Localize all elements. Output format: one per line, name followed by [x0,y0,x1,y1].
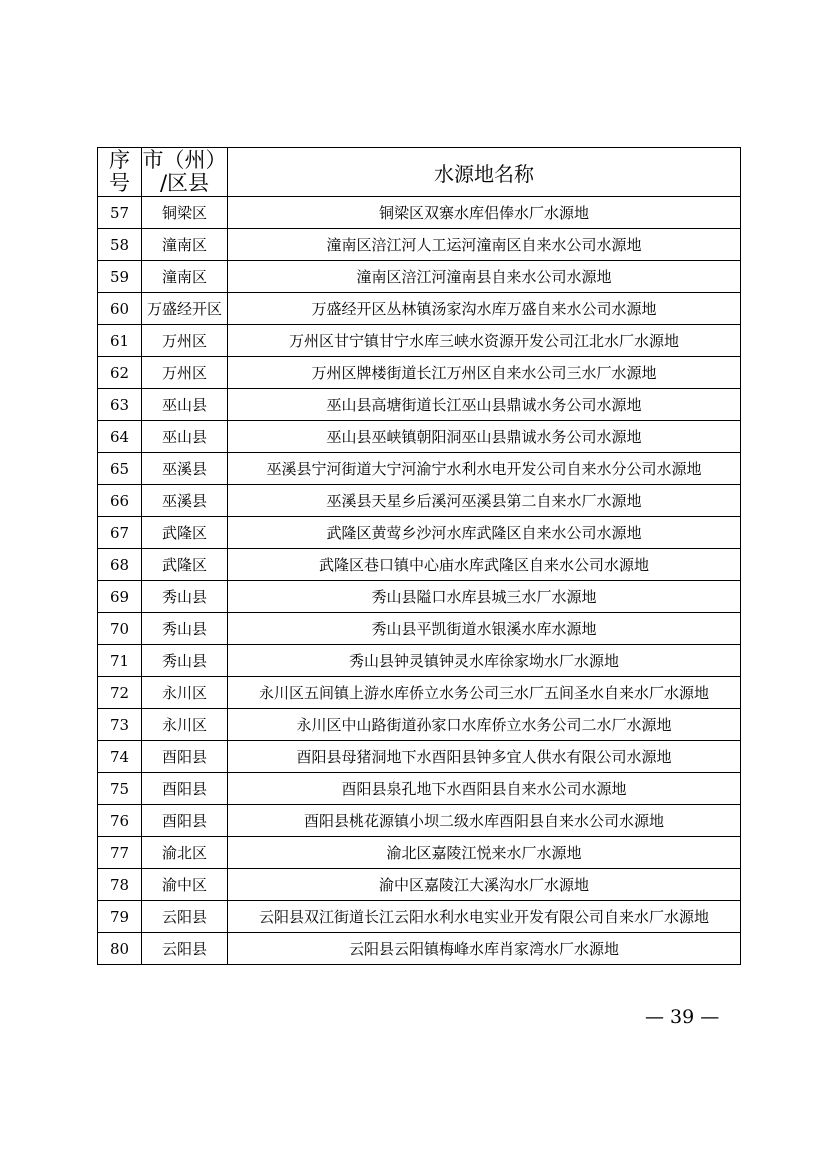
cell-source-name: 秀山县平凯街道水银溪水库水源地 [228,613,741,645]
cell-source-name: 万州区甘宁镇甘宁水库三峡水资源开发公司江北水厂水源地 [228,325,741,357]
cell-index: 78 [98,869,142,901]
cell-index: 70 [98,613,142,645]
table-row [98,229,741,261]
table-row [98,453,741,485]
cell-source-name: 万州区牌楼街道长江万州区自来水公司三水厂水源地 [228,357,741,389]
header-name: 水源地名称 [228,148,741,197]
cell-district: 万州区 [142,325,228,357]
cell-district: 秀山县 [142,581,228,613]
cell-district: 巫溪县 [142,485,228,517]
cell-index: 73 [98,709,142,741]
cell-district: 潼南区 [142,229,228,261]
cell-district: 酉阳县 [142,773,228,805]
table-row [98,421,741,453]
cell-source-name: 潼南区涪江河潼南县自来水公司水源地 [228,261,741,293]
cell-source-name: 巫溪县宁河街道大宁河渝宁水利水电开发公司自来水分公司水源地 [228,453,741,485]
cell-source-name: 秀山县隘口水库县城三水厂水源地 [228,581,741,613]
cell-source-name: 酉阳县母猪洞地下水酉阳县钟多宜人供水有限公司水源地 [228,741,741,773]
header-index-line2: 号 [109,171,130,195]
cell-index: 63 [98,389,142,421]
header-city-line2: /区县 [159,171,210,195]
table-row [98,869,741,901]
cell-source-name: 巫山县高塘街道长江巫山县鼎诚水务公司水源地 [228,389,741,421]
cell-district: 潼南区 [142,261,228,293]
cell-source-name: 武隆区黄莺乡沙河水库武隆区自来水公司水源地 [228,517,741,549]
cell-source-name: 云阳县云阳镇梅峰水库肖家湾水厂水源地 [228,933,741,965]
cell-source-name: 秀山县钟灵镇钟灵水库徐家坳水厂水源地 [228,645,741,677]
cell-district: 巫溪县 [142,453,228,485]
cell-district: 武隆区 [142,517,228,549]
table-header-row [98,148,741,197]
cell-index: 67 [98,517,142,549]
table-row [98,773,741,805]
cell-index: 71 [98,645,142,677]
table-row [98,261,741,293]
header-city [142,148,228,197]
table-row [98,837,741,869]
cell-source-name: 酉阳县桃花源镇小坝二级水库酉阳县自来水公司水源地 [228,805,741,837]
cell-district: 万盛经开区 [142,293,228,325]
table-row [98,581,741,613]
cell-index: 75 [98,773,142,805]
cell-source-name: 万盛经开区丛林镇汤家沟水库万盛自来水公司水源地 [228,293,741,325]
cell-source-name: 永川区中山路街道孙家口水库侨立水务公司二水厂水源地 [228,709,741,741]
cell-index: 72 [98,677,142,709]
cell-index: 62 [98,357,142,389]
cell-source-name: 武隆区巷口镇中心庙水库武隆区自来水公司水源地 [228,549,741,581]
table-row [98,549,741,581]
water-source-table [97,147,741,965]
cell-index: 79 [98,901,142,933]
cell-source-name: 巫山县巫峡镇朝阳洞巫山县鼎诚水务公司水源地 [228,421,741,453]
cell-district: 秀山县 [142,613,228,645]
table-row [98,517,741,549]
cell-district: 万州区 [142,357,228,389]
cell-source-name: 铜梁区双寨水库侣俸水厂水源地 [228,197,741,229]
cell-index: 76 [98,805,142,837]
cell-source-name: 永川区五间镇上游水库侨立水务公司三水厂五间圣水自来水厂水源地 [228,677,741,709]
cell-index: 60 [98,293,142,325]
cell-index: 74 [98,741,142,773]
header-index [98,148,142,197]
cell-index: 61 [98,325,142,357]
table-row [98,709,741,741]
table-row [98,677,741,709]
cell-district: 巫山县 [142,421,228,453]
cell-index: 66 [98,485,142,517]
cell-index: 77 [98,837,142,869]
cell-source-name: 巫溪县天星乡后溪河巫溪县第二自来水厂水源地 [228,485,741,517]
table-row [98,389,741,421]
cell-district: 永川区 [142,709,228,741]
cell-index: 57 [98,197,142,229]
table-row [98,485,741,517]
cell-district: 云阳县 [142,901,228,933]
cell-source-name: 云阳县双江街道长江云阳水利水电实业开发有限公司自来水厂水源地 [228,901,741,933]
cell-index: 59 [98,261,142,293]
table-row [98,901,741,933]
cell-district: 巫山县 [142,389,228,421]
cell-district: 云阳县 [142,933,228,965]
cell-district: 永川区 [142,677,228,709]
table-row [98,293,741,325]
table-row [98,197,741,229]
table-row [98,741,741,773]
header-city-line1: 市（州） [142,148,227,172]
cell-source-name: 渝北区嘉陵江悦来水厂水源地 [228,837,741,869]
page-number: — 39 — [645,1006,720,1028]
cell-district: 渝北区 [142,837,228,869]
cell-index: 69 [98,581,142,613]
cell-source-name: 酉阳县泉孔地下水酉阳县自来水公司水源地 [228,773,741,805]
cell-index: 68 [98,549,142,581]
table-row [98,613,741,645]
cell-index: 65 [98,453,142,485]
cell-district: 铜梁区 [142,197,228,229]
cell-district: 酉阳县 [142,805,228,837]
cell-source-name: 潼南区涪江河人工运河潼南区自来水公司水源地 [228,229,741,261]
table-row [98,357,741,389]
table-row [98,805,741,837]
cell-district: 渝中区 [142,869,228,901]
header-index-line1: 序 [109,148,130,172]
cell-source-name: 渝中区嘉陵江大溪沟水厂水源地 [228,869,741,901]
cell-district: 武隆区 [142,549,228,581]
cell-district: 酉阳县 [142,741,228,773]
cell-district: 秀山县 [142,645,228,677]
table-row [98,933,741,965]
cell-index: 64 [98,421,142,453]
cell-index: 58 [98,229,142,261]
table-row [98,325,741,357]
cell-index: 80 [98,933,142,965]
table-row [98,645,741,677]
